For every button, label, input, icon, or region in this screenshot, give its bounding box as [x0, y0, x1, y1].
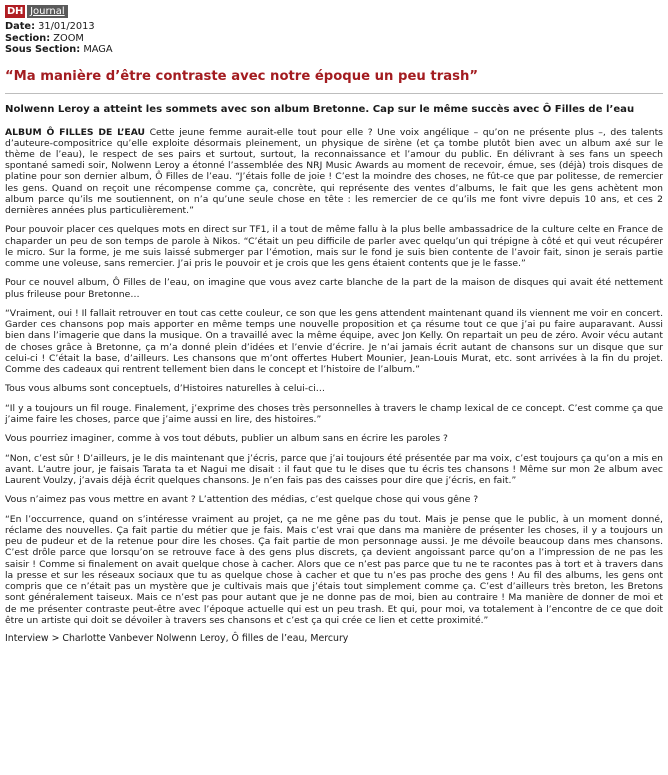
date-label: Date: [5, 21, 35, 32]
section-line [5, 33, 663, 45]
subsection-line [5, 44, 663, 56]
question: Pour ce nouvel album, Ô Filles de l’eau, on imagine que vous avez carte blanche de la part de la maison de disques qui avait été nettement plus frileuse pour Bretonne… [5, 277, 663, 300]
answer: “En l’occurrence, quand on s’intéresse vraiment au projet, ça ne me gêne pas du tout. Mais je pense que le public, à un moment donné, réclame des nouvelles. Ça fait partie du métier que je fais. Mais c’est vrai que dans ma manière de présenter les choses, il y a toujours un peu de pudeur et de la retenue pour dire les choses. Ça fait partie de mon personnage aussi. Je me dévoile beaucoup dans mes chansons. C’est drôle parce que lorsqu’on se retrouve face à des gens plus discrets, ça devient angoissant parce qu’on a l’impression de ne pas les saisir ! Comme si finalement on avait quelque chose à cacher. Alors que ce n’est pas parce que tu ne te racontes pas à tort et à travers dans la presse et sur les réseaux sociaux que tu as quelque chose à cacher et que tu n’es pas proche des gens ! Au fil des albums, les gens ont compris que ce n’était pas un mystère que je cultivais mais que j’étais tout simplement comme ça. C’est d’ailleurs très breton, les Bretons sont généralement taiseux. Mais ce n’est pas pour autant que je ne donne pas de moi, bien au contraire ! Ma manière de donner de moi et de me présenter contraste peut-être avec l’époque actuelle qui est un peu trash. Et qui, pour moi, va totalement à l’encontre de ce que doit être un artiste qui doit se dévoiler à travers ses chansons et c’est ça qui crée ce lien et cette proximité.” [5, 513, 663, 626]
section-label: Section: [5, 32, 51, 44]
question: Vous n’aimez pas vous mettre en avant ? L’attention des médias, c’est quelque chose qui vous gêne ? [5, 494, 479, 506]
answer: “Non, c’est sûr ! D’ailleurs, je le dis maintenant que j’écris, parce que j’ai toujours été présentée par ma voix, c’est toujours ça qu’on a mis en avant. L’autre jour, je faisais Tarata ta et Nagui me disait : il faut que tu le dises que tu écris tes chansons ! Même sur mon 2e album avec Laurent Voulzy, j’avais déjà écrit quelques chansons. Je n’en fais pas des caisses pour dire que j’écris, en fait.” [5, 452, 663, 487]
subsection-value: MAGA [83, 44, 113, 55]
subsection-label: Sous Section: [5, 44, 81, 55]
journal-link[interactable]: Journal [27, 5, 68, 18]
section-value: ZOOM [53, 32, 84, 44]
paragraph: Pour pouvoir placer ces quelques mots en direct sur TF1, il a tout de même fallu à la plus belle ambassadrice de la culture celte en France de chaparder un peu de son temps de parole à Nikos. “C’était un peu difficile de parler avec quelqu’un qui trépigne à côté et qui veut récupérer le micro. Sur la forme, je me suis laissé submerger par l’émotion, mais sur le fond je suis bien contente de l’avoir fait, sinon je serais partie comme une voleuse, sans remercier. J’ai pris le pouvoir et je crois que les gens étaient contents que je le fasse.” [5, 224, 663, 269]
paragraph-intro [5, 127, 663, 217]
article-lead: Nolwenn Leroy a atteint les sommets avec son album Bretonne. Cap sur le même succès avec Ô Filles de l’eau [5, 103, 635, 115]
question: Vous pourriez imaginer, comme à vos tout débuts, publier un album sans en écrire les paroles ? [5, 433, 448, 445]
intro-text: Cette jeune femme aurait-elle tout pour elle ? Une voix angélique – qu’on ne présente plus –, des talents d’auteure-compositrice qu’elle exploite désormais pleinement, un physique de sirène (et ça tombe plutôt bien avec un album axé sur le thème de l’eau), le respect de ses pairs et surtout, surtout, la reconnaissance et l’amour du public. En délivrant à ses fans un speech spontané samedi soir, Nolwenn Leroy a étonné l’assemblée des NRJ Music Awards au moment de recevoir, émue, ses (déjà) trois disques de platine pour son dernier album, Ô Filles de l’eau. “J’étais folle de joie ! C’est la moindre des choses, ne fût-ce que par politesse, de remercier les gens. Quand on reçoit une récompense comme ça, concrète, qui représente des ventes d’albums, le fait que les gens achètent mon album parce qu’ils me soutiennent, on n’a qu’une seule chose en tête : les remercier de ce qu’ils me font vivre depuis 10 ans, et ces 2 dernières années plus particulièrement.” [5, 126, 663, 216]
date-line [5, 21, 663, 33]
date-value: 31/01/2013 [38, 21, 95, 32]
article-body [5, 127, 663, 626]
article-meta [5, 21, 663, 56]
kicker: ALBUM Ô FILLES DE L’EAU [5, 126, 146, 138]
dh-logo: DH [7, 5, 24, 17]
article-credit: Interview > Charlotte Vanbever Nolwenn Leroy, Ô filles de l’eau, Mercury [5, 633, 349, 645]
question: Tous vous albums sont conceptuels, d’Histoires naturelles à celui-ci… [5, 383, 325, 395]
article-headline: “Ma manière d’être contraste avec notre époque un peu trash” [5, 68, 478, 84]
masthead [5, 4, 663, 18]
answer: “Il y a toujours un fil rouge. Finalement, j’exprime des choses très personnelles à travers le champ lexical de ce concept. C’est comme ça que j’aime faire les choses, parce que j’aime aussi en lire, des histoires.” [5, 402, 663, 425]
divider [5, 93, 663, 94]
answer: “Vraiment, oui ! Il fallait retrouver en tout cas cette couleur, ce son que les gens attendent maintenant quand ils viennent me voir en concert. Garder ces chansons pop mais apporter en même temps une nouvelle proposition et ça résume tout ce que j’ai pu faire auparavant. Aussi bien dans l’imagerie que dans la musique. On a travaillé avec la même équipe, avec Jon Kelly. On repartait un peu de zéro. Avoir vécu autant de choses grâce à Bretonne, ça m’a donné plein d’idées et l’envie d’écrire. Je n’ai jamais écrit autant de chansons sur un disque que sur celui-ci ! C’était la base, d’ailleurs. Les chansons que m’ont offertes Hubert Mounier, Jean-Louis Murat, etc. sont arrivées à la fin du projet. Comme des cadeaux qui rentrent tellement bien dans le concept et l’histoire de l’album.” [5, 307, 663, 375]
